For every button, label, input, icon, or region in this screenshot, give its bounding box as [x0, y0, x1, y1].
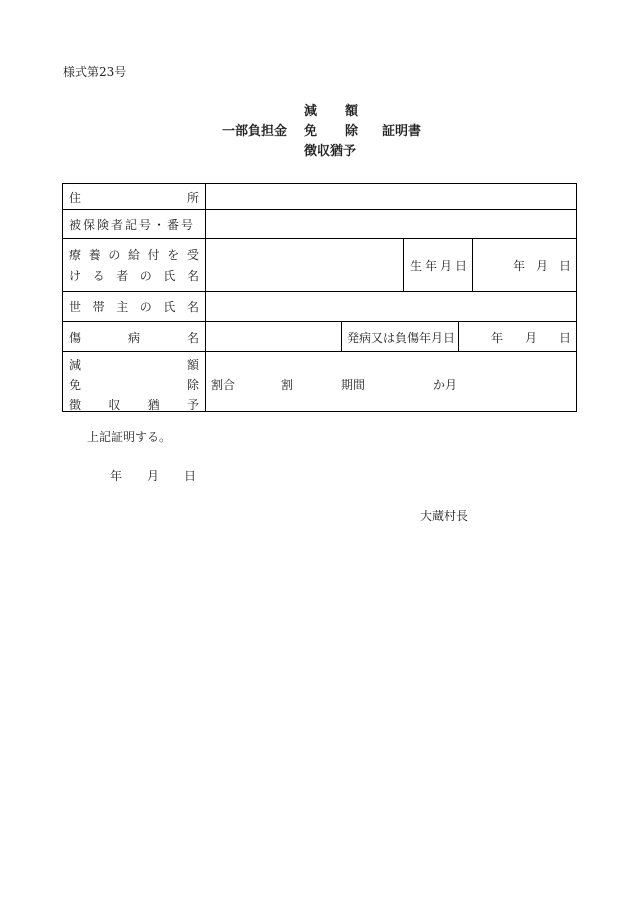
column-divider [458, 321, 459, 351]
label-char: 氏 [163, 300, 176, 314]
label-char: 傷 [69, 331, 82, 345]
birth-date-field[interactable] [513, 257, 571, 274]
title-prefix: 一部負担金 [222, 124, 288, 139]
row-divider [63, 209, 576, 210]
title-option-char: 減 [304, 104, 318, 119]
recipient-label-line1 [69, 246, 199, 263]
label-char: 病 [127, 331, 140, 345]
label-char: 徴 [69, 398, 82, 412]
address-label [69, 189, 199, 206]
column-divider [472, 238, 473, 291]
label-char: 額 [186, 358, 199, 372]
label-char: 予 [186, 398, 199, 412]
column-divider [403, 238, 404, 291]
label-char: る [92, 269, 105, 283]
period-unit: か月 [433, 378, 458, 392]
certificate-table [62, 183, 577, 412]
recipient-label-line2 [69, 267, 199, 284]
label-char: 名 [186, 300, 199, 314]
label-char: 給 [127, 248, 140, 262]
row-divider [63, 321, 576, 322]
label-char: 免 [69, 378, 82, 392]
date-unit: 月 [535, 259, 548, 273]
label-char: 収 [108, 398, 121, 412]
label-char: 減 [69, 358, 82, 372]
date-unit: 年 [513, 259, 526, 273]
date-unit: 月 [524, 331, 537, 345]
reduction-label-line3 [69, 396, 199, 413]
label-char: 者 [116, 269, 129, 283]
title-suffix: 証明書 [382, 124, 422, 139]
address-field[interactable] [211, 187, 571, 207]
recipient-name-field[interactable] [211, 244, 397, 286]
label-char: 帯 [92, 300, 105, 314]
label-char: の [108, 248, 121, 262]
certification-date [110, 467, 196, 484]
label-char: 付 [147, 248, 160, 262]
label-char: 住 [69, 191, 82, 205]
reduction-label-line2 [69, 376, 199, 393]
birth-date-label: 生年月日 [410, 259, 471, 273]
label-char: 受 [186, 248, 199, 262]
disease-name-field[interactable] [211, 325, 335, 347]
title-option-reduction [304, 102, 358, 122]
title-options [304, 102, 358, 162]
label-char: の [139, 269, 152, 283]
date-unit: 年 [491, 331, 504, 345]
form-number: 様式第23号 [63, 65, 127, 79]
label-char: 世 [69, 300, 82, 314]
column-divider [341, 321, 342, 351]
label-char: 養 [88, 248, 101, 262]
label-char: け [69, 269, 82, 283]
disease-label [69, 329, 199, 346]
insured-number-field[interactable] [211, 214, 571, 234]
row-divider [63, 351, 576, 352]
label-char: 除 [186, 378, 199, 392]
date-unit: 日 [558, 331, 571, 345]
label-char: 猶 [147, 398, 160, 412]
reduction-label-line1 [69, 356, 199, 373]
issuer-name: 大蔵村長 [420, 509, 469, 523]
householder-label [69, 298, 199, 315]
insured-number-label: 被保険者記号・番号 [69, 218, 196, 232]
label-char: を [167, 248, 180, 262]
date-unit: 日 [558, 259, 571, 273]
row-divider [63, 238, 576, 239]
ratio-unit: 割 [281, 378, 294, 392]
date-unit: 日 [184, 469, 197, 483]
title-option-char: 免 [304, 124, 318, 139]
label-char: の [139, 300, 152, 314]
label-column-divider [205, 184, 206, 411]
title-option-deferral [304, 142, 358, 162]
label-char: 療 [69, 248, 82, 262]
householder-name-field[interactable] [211, 295, 571, 317]
period-label: 期間 [341, 378, 366, 392]
title-option-exemption [304, 122, 358, 142]
title-option-text: 徴収猶予 [304, 144, 357, 159]
label-char: 名 [186, 269, 199, 283]
label-char: 氏 [163, 269, 176, 283]
row-divider [63, 291, 576, 292]
certification-statement: 上記証明する。 [87, 430, 172, 444]
label-char: 名 [186, 331, 199, 345]
ratio-label: 割合 [211, 378, 236, 392]
title-option-char: 除 [344, 124, 358, 139]
onset-date-field[interactable] [491, 329, 571, 346]
label-char: 所 [186, 191, 199, 205]
date-unit: 年 [110, 469, 123, 483]
onset-date-label: 発病又は負傷年月日 [347, 331, 456, 345]
label-char: 主 [116, 300, 129, 314]
date-unit: 月 [147, 469, 160, 483]
title-option-char: 額 [344, 104, 358, 119]
